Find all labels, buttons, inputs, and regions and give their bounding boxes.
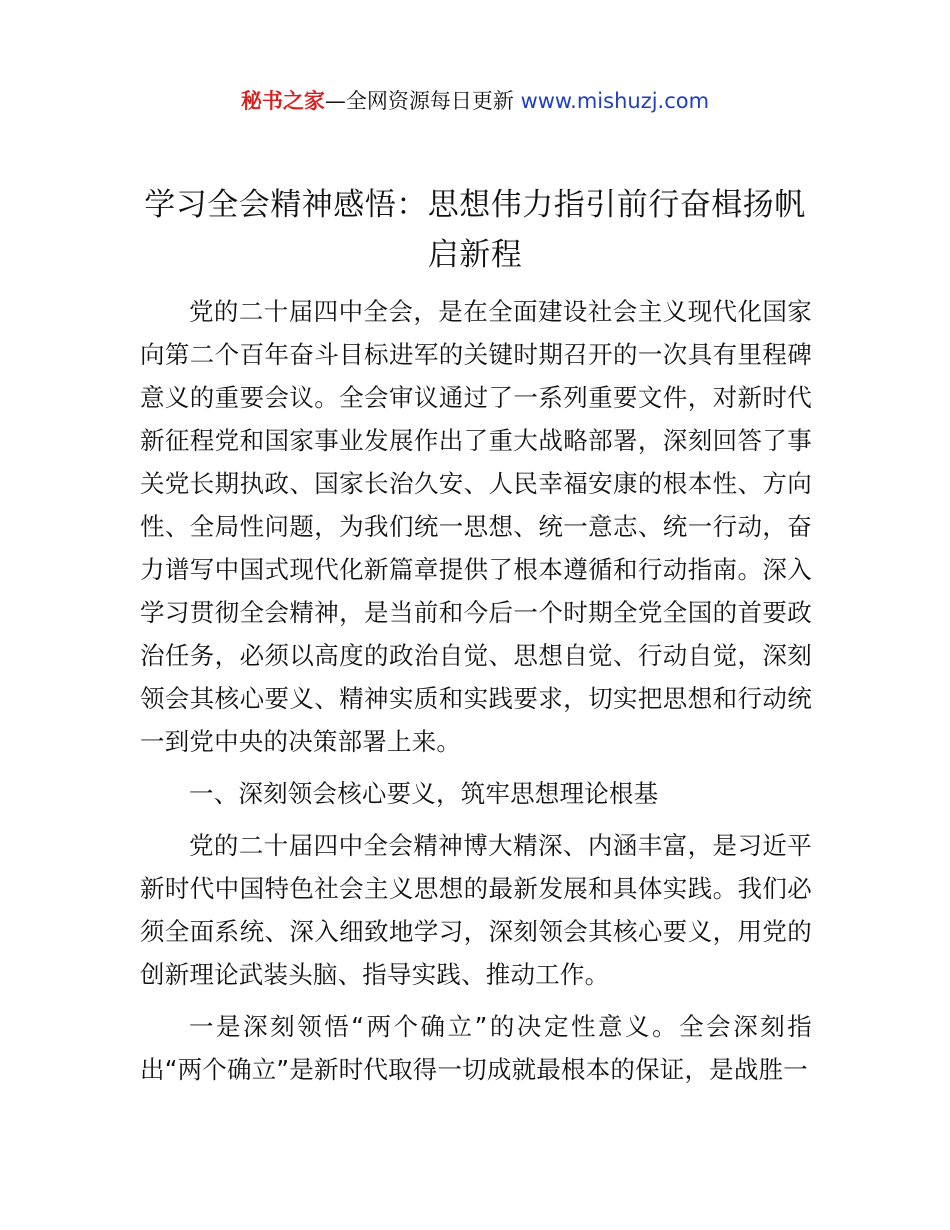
- site-header: [0, 86, 950, 116]
- header-tagline: —全网资源每日更新: [324, 89, 521, 113]
- site-url-link[interactable]: www.mishuzj.com: [520, 89, 710, 113]
- document-body: [140, 290, 812, 1100]
- paragraph-intro: 党的二十届四中全会，是在全面建设社会主义现代化国家向第二个百年奋斗目标进军的关键时期召开的一次具有里程碑意义的重要会议。全会审议通过了一系列重要文件，对新时代新征程党和国家事业发展作出了重大战略部署，深刻回答了事关党长期执政、国家长治久安、人民幸福安康的根本性、方向性、全局性问题，为我们统一思想、统一意志、统一行动，奋力谱写中国式现代化新篇章提供了根本遵循和行动指南。深入学习贯彻全会精神，是当前和今后一个时期全党全国的首要政治任务，必须以高度的政治自觉、思想自觉、行动自觉，深刻领会其核心要义、精神实质和实践要求，切实把思想和行动统一到党中央的决策部署上来。: [140, 297, 812, 756]
- document-title: 学习全会精神感悟：思想伟力指引前行奋楫扬帆启新程: [144, 187, 806, 273]
- paragraph-section-1: 党的二十届四中全会精神博大精深、内涵丰富，是习近平新时代中国特色社会主义思想的最新发展和具体实践。我们必须全面系统、深入细致地学习，深刻领会其核心要义，用党的创新理论武装头脑、指导实践、推动工作。: [140, 831, 812, 989]
- paragraph-point-1: 一是深刻领悟“两个确立”的决定性意义。全会深刻指出“两个确立”是新时代取得一切成就最根本的保证，是战胜一: [140, 1012, 812, 1084]
- section-heading-1: 一、深刻领会核心要义，筑牢思想理论根基: [189, 779, 659, 808]
- site-brand: 秘书之家: [240, 89, 325, 113]
